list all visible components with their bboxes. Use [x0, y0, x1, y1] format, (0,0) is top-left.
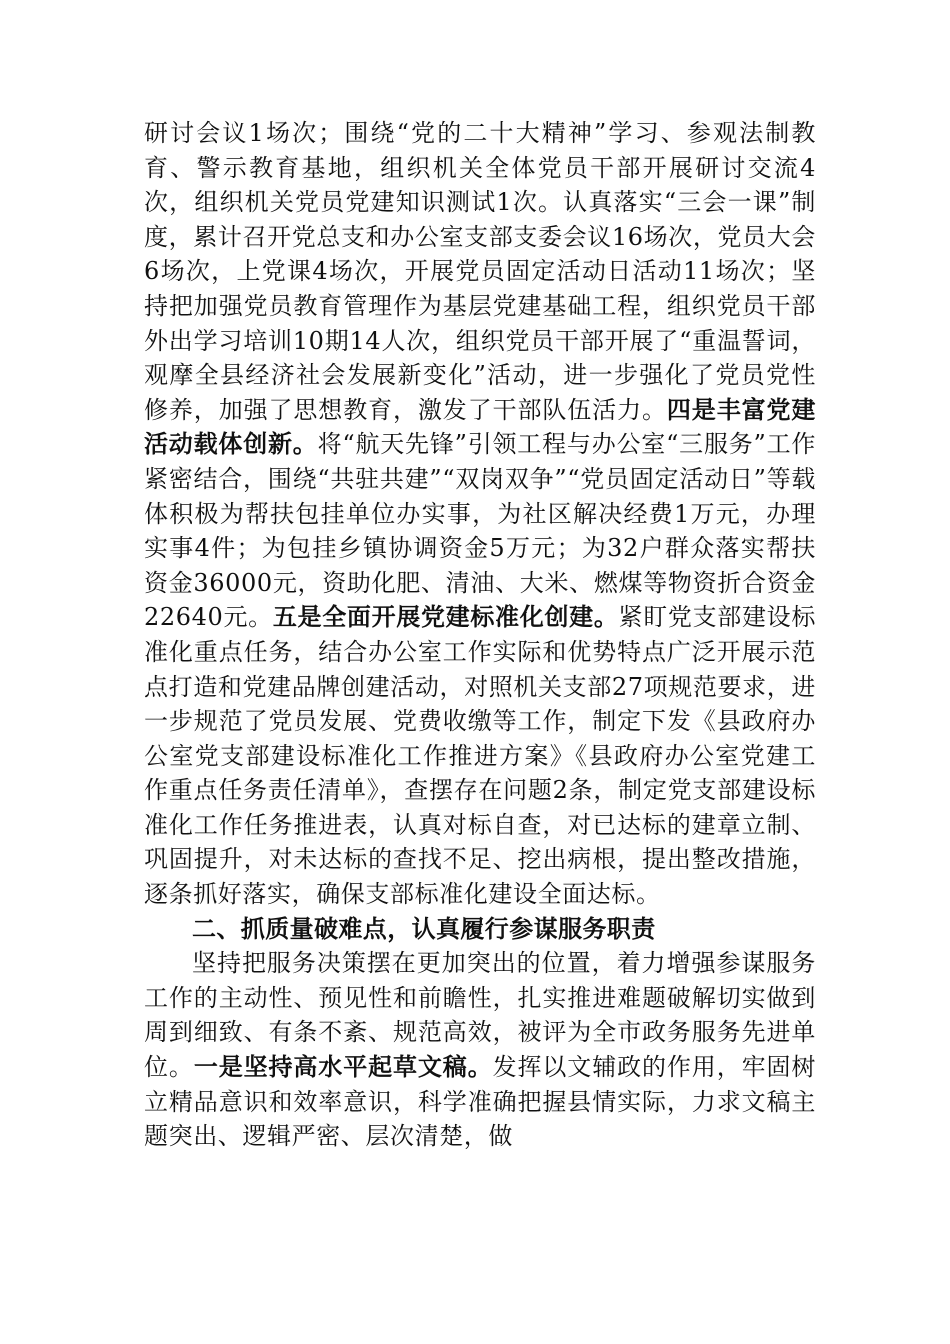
paragraph-text: 发挥以文辅政的作用，牢固树立精品意识和效率意识，科学准确把握县情实际，力求文稿主题突出、逻辑严密、层次清楚，做 — [144, 1053, 816, 1151]
bold-point-four: 四是丰富党建活动载体创新。 — [144, 394, 816, 459]
section-heading-two: 二、抓质量破难点，认真履行参谋服务职责 — [192, 914, 656, 943]
bold-point-five: 五是全面开展党建标准化创建。 — [272, 602, 619, 632]
paragraph-text: 将“航天先锋”引领工程与办公室“三服务”工作紧密结合，围绕“共驻共建”“双岗双争”“党员固定活动日”等载体积极为帮扶包挂单位办实事，为社区解决经费1万元，办理实事4件；为包挂乡镇协调资金5万元；为32户群众落实帮扶资金36000元，资助化肥、清油、大米、燃煤等物资折合资金22640元。 — [144, 430, 817, 632]
paragraph-party-building — [144, 116, 816, 912]
document-body — [144, 116, 816, 1154]
paragraph-text: 坚持把服务决策摆在更加突出的位置，着力增强参谋服务工作的主动性、预见性和前瞻性，扎实推进难题破解切实做到周到细致、有条不紊、规范高效，被评为全市政务服务先进单位。 — [144, 949, 816, 1082]
paragraph-text: 紧盯党支部建设标准化重点任务，结合办公室工作实际和优势特点广泛开展示范点打造和党建品牌创建活动，对照机关支部27项规范要求，进一步规范了党员发展、党费收缴等工作，制定下发《县政府办公室党支部建设标准化工作推进方案》《县政府办公室党建工作重点任务责任清单》，查摆存在问题2条，制定党支部建设标准化工作任务推进表，认真对标自查，对已达标的建章立制、巩固提升，对未达标的查找不足、挖出病根，提出整改措施，逐条抓好落实，确保支部标准化建设全面达标。 — [144, 603, 816, 909]
bold-point-one: 一是坚持高水平起草文稿。 — [193, 1052, 493, 1082]
paragraph-text: 研讨会议1场次；围绕“党的二十大精神”学习、参观法制教育、警示教育基地，组织机关全体党员干部开展研讨交流4次，组织机关党员党建知识测试1次。认真落实“三会一课”制度，累计召开党总支和办公室支部支委会议16场次，党员大会6场次，上党课4场次，开展党员固定活动日活动11场次；坚持把加强党员教育管理作为基层党建基础工程，组织党员干部外出学习培训10期14人次，组织党员干部开展了“重温誓词，观摩全县经济社会发展新变化”活动，进一步强化了党员党性修养，加强了思想教育，激发了干部队伍活力。 — [144, 119, 816, 424]
paragraph-service-duties — [144, 946, 816, 1154]
